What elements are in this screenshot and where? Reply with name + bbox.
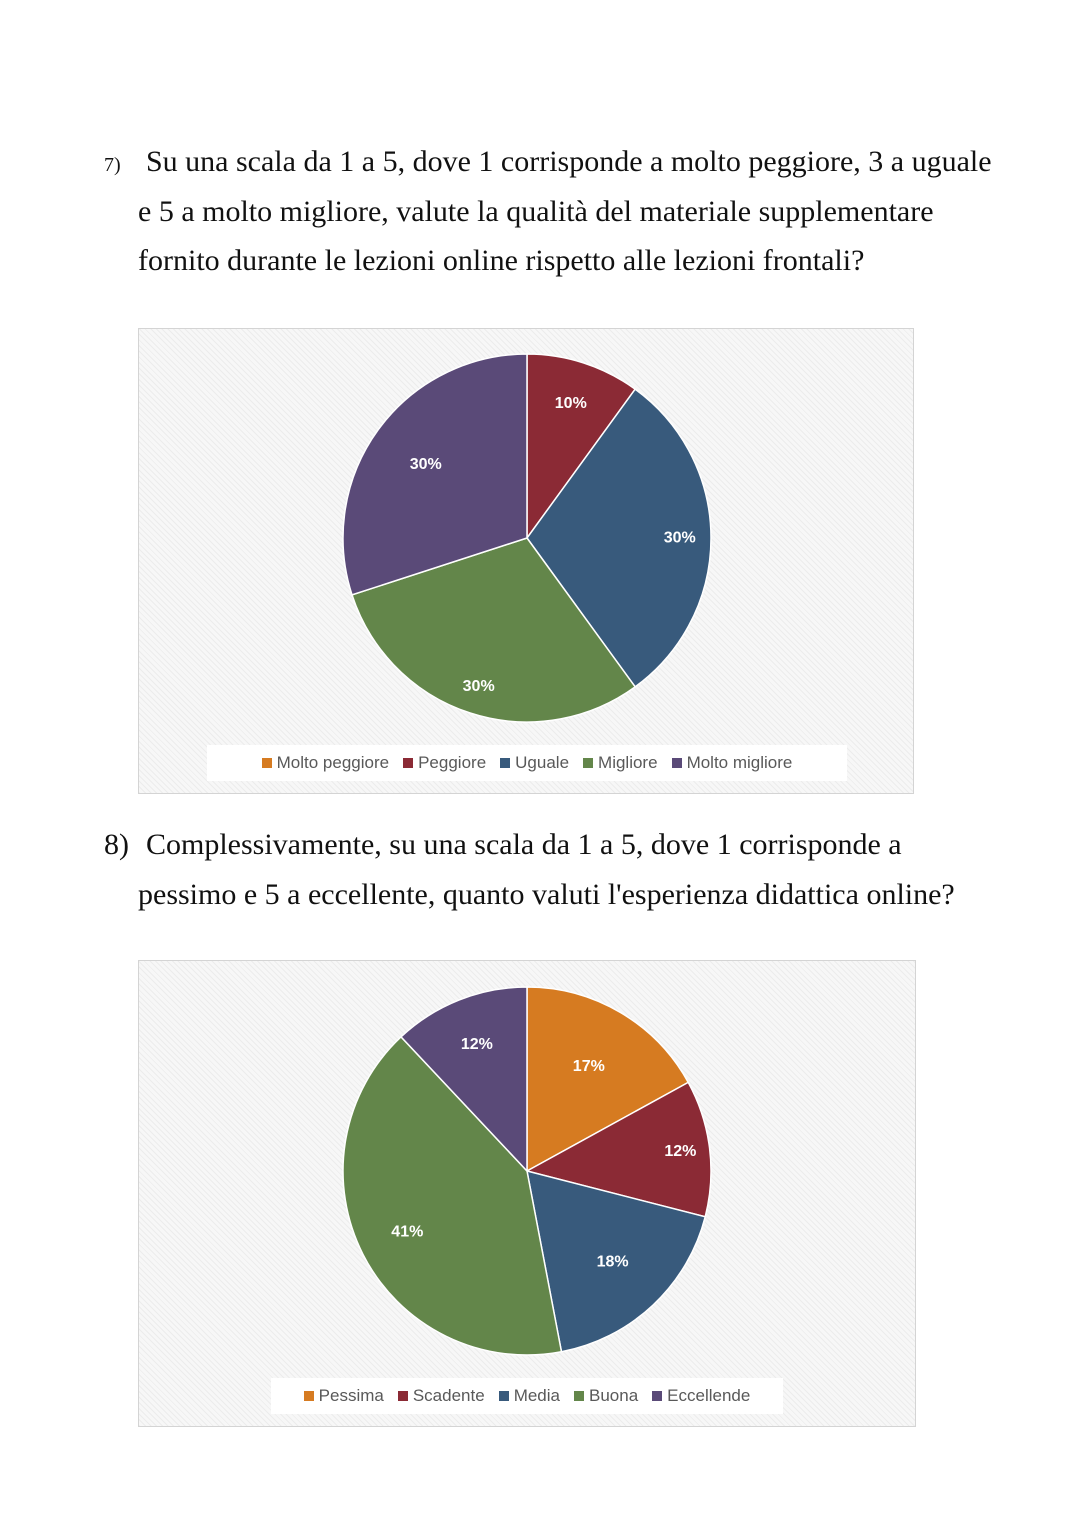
- slice-label-media: 18%: [596, 1253, 629, 1271]
- legend-item-eccellende: [652, 1386, 750, 1406]
- legend-label: Buona: [589, 1386, 639, 1405]
- question-text: Complessivamente, su una scala da 1 a 5, dove 1 corrisponde a pessimo e 5 a eccellente, quanto valuti l'esperienza didattica online?: [138, 828, 955, 911]
- legend-label: Peggiore: [418, 753, 487, 772]
- legend-label: Scadente: [412, 1386, 485, 1405]
- legend-label: Molto peggiore: [276, 753, 390, 772]
- pie-chart-1: [138, 328, 914, 794]
- question-number: 7): [104, 154, 121, 176]
- slice-label-uguale: 30%: [663, 529, 696, 547]
- legend-item-buona: [574, 1386, 638, 1406]
- legend-item-uguale: [500, 753, 569, 773]
- legend-label: Molto migliore: [686, 753, 793, 772]
- question-number: 8): [104, 828, 129, 861]
- legend-item-molto-peggiore: [262, 753, 389, 773]
- slice-label-peggiore: 10%: [554, 394, 587, 412]
- slice-label-buona: 41%: [391, 1223, 424, 1241]
- legend-item-peggiore: [403, 753, 486, 773]
- slice-label-eccellende: 12%: [460, 1035, 493, 1053]
- legend-label: Uguale: [515, 753, 570, 772]
- legend-swatch: [583, 758, 593, 768]
- legend-swatch: [574, 1391, 584, 1401]
- legend-item-pessima: [304, 1386, 384, 1406]
- legend-swatch: [652, 1391, 662, 1401]
- legend-item-media: [499, 1386, 560, 1406]
- slice-label-migliore: 30%: [462, 678, 495, 696]
- pie-chart-2: [138, 960, 916, 1427]
- legend-label: Pessima: [318, 1386, 384, 1405]
- legend-swatch: [672, 758, 682, 768]
- legend-swatch: [398, 1391, 408, 1401]
- chart-legend: [271, 1378, 783, 1414]
- question-text: Su una scala da 1 a 5, dove 1 corrisponde a molto peggiore, 3 a uguale e 5 a molto migliore, valute la qualità del materiale supplementare fornito durante le lezioni online rispetto alle lezioni frontali?: [138, 145, 992, 277]
- legend-item-scadente: [398, 1386, 485, 1406]
- legend-label: Eccellende: [667, 1386, 751, 1405]
- slice-label-pessima: 17%: [572, 1057, 605, 1075]
- chart-legend: [207, 745, 847, 781]
- question-8: [104, 820, 994, 919]
- legend-swatch: [304, 1391, 314, 1401]
- question-7: [104, 137, 994, 286]
- slice-label-molto-migliore: 30%: [409, 455, 442, 473]
- legend-swatch: [403, 758, 413, 768]
- legend-swatch: [500, 758, 510, 768]
- legend-item-migliore: [583, 753, 658, 773]
- pie-chart-1-svg: [139, 329, 915, 795]
- pie-chart-2-svg: [139, 961, 917, 1428]
- legend-swatch: [499, 1391, 509, 1401]
- legend-swatch: [262, 758, 272, 768]
- legend-label: Migliore: [598, 753, 658, 772]
- slice-label-scadente: 12%: [664, 1143, 697, 1161]
- legend-item-molto-migliore: [672, 753, 793, 773]
- legend-label: Media: [513, 1386, 560, 1405]
